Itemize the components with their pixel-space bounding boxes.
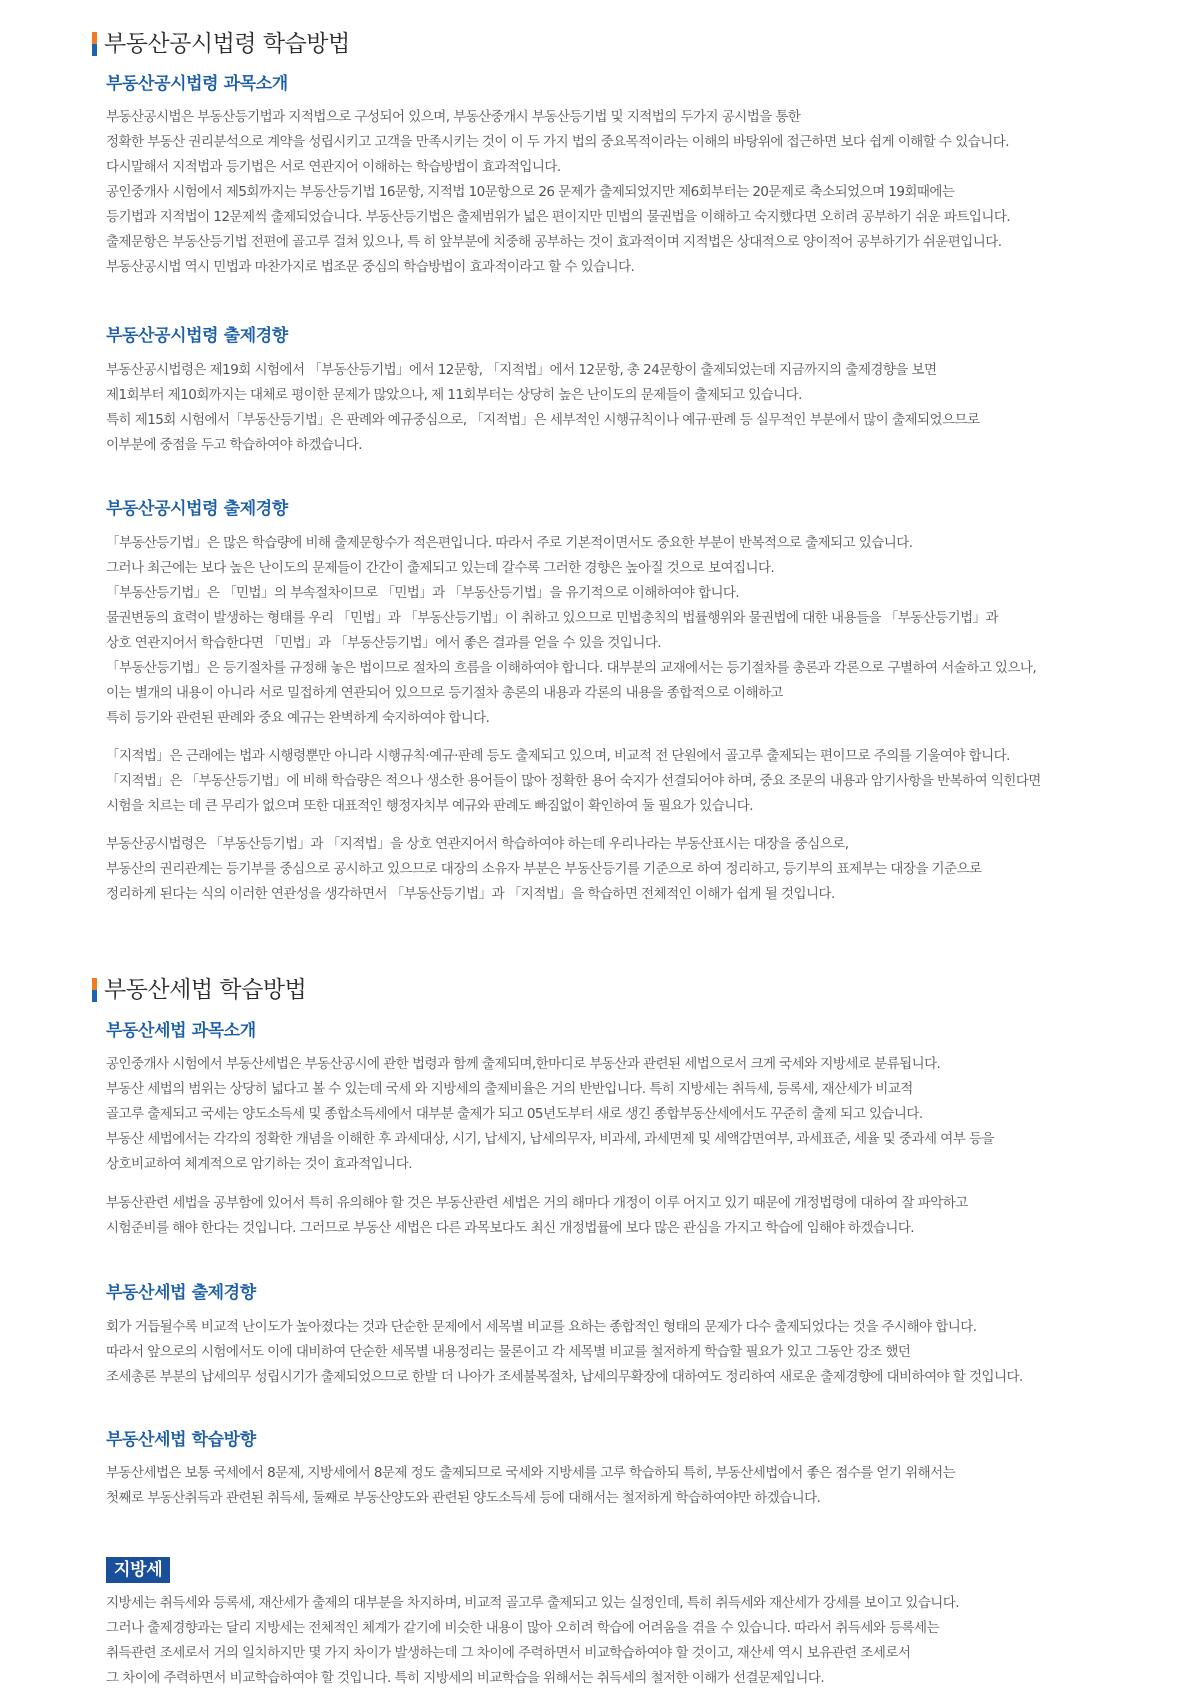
paragraph-line: 이는 별개의 내용이 아니라 서로 밀접하게 연관되어 있으므로 등기절차 총론의 내용과 각론의 내용을 종합적으로 이해하고 xyxy=(106,685,783,701)
paragraph-line: 그러나 출제경향과는 달리 지방세는 전체적인 체계가 같기에 비슷한 내용이 많아 오히려 학습에 어려움을 겪을 수 있습니다. 따라서 취득세와 등록세는 xyxy=(106,1620,940,1636)
paragraph-line: 조세총론 부분의 납세의무 성립시기가 출제되었으므로 한발 더 나아가 조세불복절차, 납세의무확장에 대하여도 정리하여 새로운 출제경향에 대비하여야 할 것입니다. xyxy=(106,1369,1023,1385)
subtitle-public-notice-trend: 부동산공시법령 출제경향 xyxy=(106,326,288,346)
paragraph-line: 특히 등기와 관련된 판례와 중요 예규는 완벽하게 숙지하여야 합니다. xyxy=(106,710,490,726)
paragraph-line: 다시말해서 지적법과 등기법은 서로 연관지어 이해하는 학습방법이 효과적입니다. xyxy=(106,159,561,175)
section-title-text: 부동산공시법령 학습방법 xyxy=(104,31,350,57)
local-tax-badge: 지방세 xyxy=(106,1557,170,1583)
paragraph-line: 등기법과 지적법이 12문제씩 출제되었습니다. 부동산등기법은 출제범위가 넓은 편이지만 민법의 물권법을 이해하고 숙지했다면 오히려 공부하기 쉬운 파트입니다. xyxy=(106,209,1011,225)
paragraph-line: 부동산공시법은 부동산등기법과 지적법으로 구성되어 있으며, 부동산중개시 부동산등기법 및 지적법의 두가지 공시법을 통한 xyxy=(106,109,801,125)
subtitle-tax-intro: 부동산세법 과목소개 xyxy=(106,1021,256,1041)
paragraph-line: 이부분에 중점을 두고 학습하여야 하겠습니다. xyxy=(106,437,363,453)
paragraph-line: 골고루 출제되고 국세는 양도소득세 및 종합소득세에서 대부분 출제가 되고 05년도부터 새로 생긴 종합부동산세에서도 꾸준히 출제 되고 있습니다. xyxy=(106,1106,923,1122)
paragraph-line: 그 차이에 주력하면서 비교학습하여야 할 것입니다. 특히 지방세의 비교학습을 위해서는 취득세의 철저한 이해가 선결문제입니다. xyxy=(106,1670,825,1686)
paragraph-line: 공인중개사 시험에서 제5회까지는 부동산등기법 16문항, 지적법 10문항으로 26 문제가 출제되었지만 제6회부터는 20문제로 축소되었으며 19회때에는 xyxy=(106,184,955,200)
paragraph-line: 부동산공시법령은 제19회 시험에서 「부동산등기법」에서 12문항, 「지적법」에서 12문항, 총 24문항이 출제되었는데 지금까지의 출제경향을 보면 xyxy=(106,362,937,378)
paragraph-line: 회가 거듭될수록 비교적 난이도가 높아졌다는 것과 단순한 문제에서 세목별 비교를 요하는 종합적인 형태의 문제가 다수 출제되었다는 것을 주시해야 합니다. xyxy=(106,1319,977,1335)
subtitle-tax-trend: 부동산세법 출제경향 xyxy=(106,1283,256,1303)
paragraph-line: 상호비교하여 체계적으로 암기하는 것이 효과적입니다. xyxy=(106,1156,412,1172)
title-accent-bar xyxy=(92,978,97,1002)
paragraph-line: 취득관련 조세로서 거의 일치하지만 몇 가지 차이가 발생하는데 그 차이에 주력하면서 비교학습하여야 할 것이고, 재산세 역시 보유관련 조세로서 xyxy=(106,1645,911,1661)
paragraph-line: 첫째로 부동산취득과 관련된 취득세, 둘째로 부동산양도와 관련된 양도소득세 등에 대해서는 철저하게 학습하여야만 하겠습니다. xyxy=(106,1490,821,1506)
paragraph-line: 「부동산등기법」은 많은 학습량에 비해 출제문항수가 적은편입니다. 따라서 주로 기본적이면서도 중요한 부분이 반복적으로 출제되고 있습니다. xyxy=(106,535,913,551)
paragraph-line: 부동산의 권리관계는 등기부를 중심으로 공시하고 있으므로 대장의 소유자 부분은 부동산등기를 기준으로 하여 정리하고, 등기부의 표제부는 대장을 기준으로 xyxy=(106,861,982,877)
subtitle-public-notice-intro: 부동산공시법령 과목소개 xyxy=(106,74,288,94)
paragraph-line: 출제문항은 부동산등기법 전편에 골고루 걸쳐 있으나, 특 히 앞부분에 치중해 공부하는 것이 효과적이며 지적법은 상대적으로 양이적어 공부하기가 쉬운편입니다. xyxy=(106,234,1002,250)
paragraph-line: 공인중개사 시험에서 부동산세법은 부동산공시에 관한 법령과 함께 출제되며,한마디로 부동산과 관련된 세법으로서 크게 국세와 지방세로 분류됩니다. xyxy=(106,1056,941,1072)
paragraph-line: 부동산세법은 보통 국세에서 8문제, 지방세에서 8문제 정도 출제되므로 국세와 지방세를 고루 학습하되 특히, 부동산세법에서 좋은 점수를 얻기 위해서는 xyxy=(106,1465,956,1481)
paragraph-line: 그러나 최근에는 보다 높은 난이도의 문제들이 간간이 출제되고 있는데 갈수록 그러한 경향은 높아질 것으로 보여집니다. xyxy=(106,560,775,576)
paragraph-line: 특히 제15회 시험에서「부동산등기법」은 판례와 예규중심으로, 「지적법」은 세부적인 시행규칙이나 예규·판례 등 실무적인 부분에서 많이 출제되었으므로 xyxy=(106,412,980,428)
paragraph-line: 따라서 앞으로의 시험에서도 이에 대비하여 단순한 세목별 내용정리는 물론이고 각 세목별 비교를 철저하게 학습할 필요가 있고 그동안 강조 했던 xyxy=(106,1344,911,1360)
title-accent-bar xyxy=(92,32,97,56)
paragraph-line: 부동산공시법령은 「부동산등기법」과 「지적법」을 상호 연관지어서 학습하여야 하는데 우리나라는 부동산표시는 대장을 중심으로, xyxy=(106,836,849,852)
paragraph-line: 상호 연관지어서 학습한다면 「민법」과 「부동산등기법」에서 좋은 결과를 얻을 수 있을 것입니다. xyxy=(106,635,662,651)
paragraph-line: 시험을 치르는 데 큰 무리가 없으며 또한 대표적인 행정자치부 예규와 판례도 빠짐없이 확인하여 둘 필요가 있습니다. xyxy=(106,798,753,814)
paragraph-line: 부동산관련 세법을 공부함에 있어서 특히 유의해야 할 것은 부동산관련 세법은 거의 해마다 개정이 이루 어지고 있기 때문에 개정법령에 대하여 잘 파악하고 xyxy=(106,1195,968,1211)
section-title xyxy=(92,975,306,1005)
section-title-text: 부동산세법 학습방법 xyxy=(104,977,307,1003)
paragraph-line: 「지적법」은 근래에는 법과 시행령뿐만 아니라 시행규칙·예규·판례 등도 출제되고 있으며, 비교적 전 단원에서 골고루 출제되는 편이므로 주의를 기울여야 합니다. xyxy=(106,748,1010,764)
paragraph-line: 부동산 세법에서는 각각의 정확한 개념을 이해한 후 과세대상, 시기, 납세지, 납세의무자, 비과세, 과세면제 및 세액감면여부, 과세표준, 세율 및 중과세 여부 등을 xyxy=(106,1131,994,1147)
paragraph-line: 부동산공시법 역시 민법과 마찬가지로 법조문 중심의 학습방법이 효과적이라고 할 수 있습니다. xyxy=(106,259,635,275)
paragraph-line: 제1회부터 제10회까지는 대체로 평이한 문제가 많았으나, 제 11회부터는 상당히 높은 난이도의 문제들이 출제되고 있습니다. xyxy=(106,387,802,403)
paragraph-line: 「부동산등기법」은 등기절차를 규정해 놓은 법이므로 절차의 흐름을 이해하여야 합니다. 대부분의 교재에서는 등기절차를 총론과 각론으로 구별하여 서술하고 있으나, xyxy=(106,660,1037,676)
paragraph-line: 정확한 부동산 권리분석으로 계약을 성립시키고 고객을 만족시키는 것이 이 두 가지 법의 중요목적이라는 이해의 바탕위에 접근하면 보다 쉽게 이해할 수 있습니다. xyxy=(106,134,1009,150)
subtitle-public-notice-trend-2: 부동산공시법령 출제경향 xyxy=(106,499,288,519)
paragraph-line: 정리하게 된다는 식의 이러한 연관성을 생각하면서 「부동산등기법」과 「지적법」을 학습하면 전체적인 이해가 쉽게 될 것입니다. xyxy=(106,886,835,902)
paragraph-line: 시험준비를 해야 한다는 것입니다. 그러므로 부동산 세법은 다른 과목보다도 최신 개정법률에 보다 많은 관심을 가지고 학습에 임해야 하겠습니다. xyxy=(106,1220,915,1236)
paragraph-line: 부동산 세법의 범위는 상당히 넓다고 볼 수 있는데 국세 와 지방세의 출제비율은 거의 반반입니다. 특히 지방세는 취득세, 등록세, 재산세가 비교적 xyxy=(106,1081,913,1097)
paragraph-line: 「지적법」은 「부동산등기법」에 비해 학습량은 적으나 생소한 용어들이 많아 정확한 용어 숙지가 선결되어야 하며, 중요 조문의 내용과 암기사항을 반복하여 익힌다면 xyxy=(106,773,1041,789)
paragraph-line: 물권변동의 효력이 발생하는 형태를 우리 「민법」과 「부동산등기법」이 취하고 있으므로 민법총칙의 법률행위와 물권법에 대한 내용들을 「부동산등기법」과 xyxy=(106,610,999,626)
subtitle-tax-direction: 부동산세법 학습방향 xyxy=(106,1430,256,1450)
section-title xyxy=(92,29,350,59)
paragraph-line: 「부동산등기법」은 「민법」의 부속절차이므로 「민법」과 「부동산등기법」을 유기적으로 이해하여야 합니다. xyxy=(106,585,740,601)
paragraph-line: 지방세는 취득세와 등록세, 재산세가 출제의 대부분을 차지하며, 비교적 골고루 출제되고 있는 실정인데, 특히 취득세와 재산세가 강세를 보이고 있습니다. xyxy=(106,1595,960,1611)
